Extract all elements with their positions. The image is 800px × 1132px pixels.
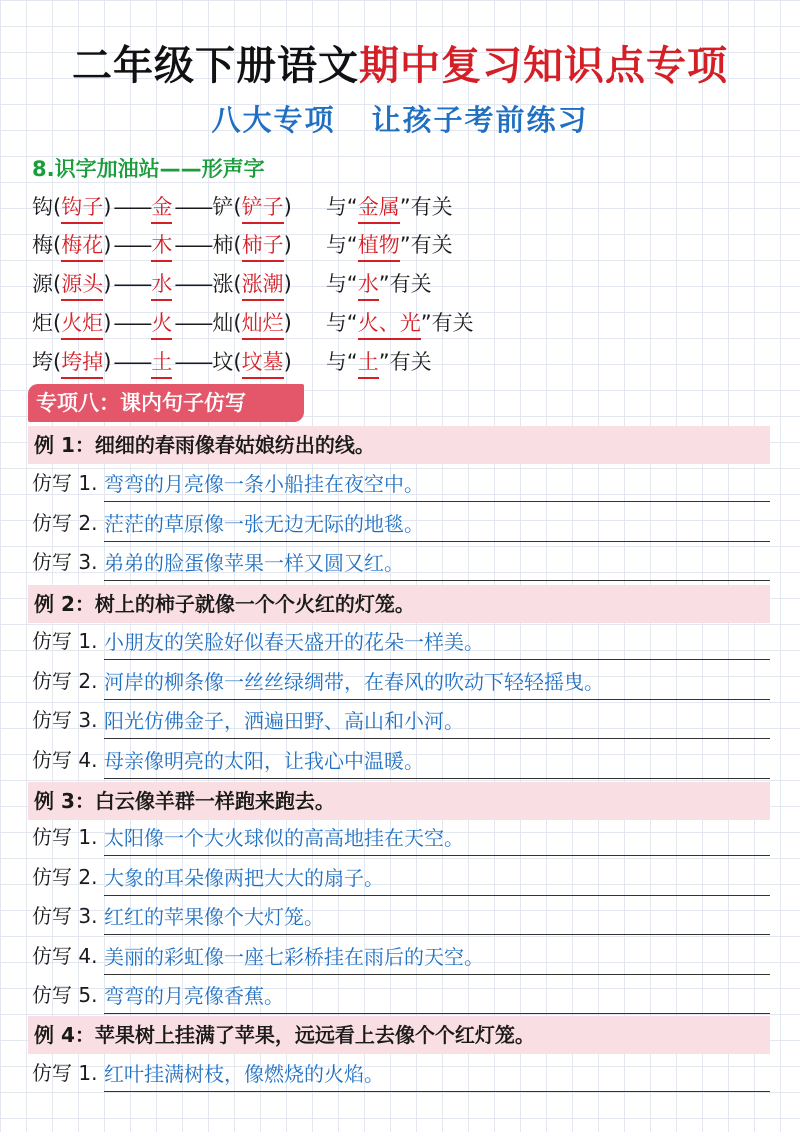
line-text: 红红的苹果像个大灯笼。 [104,900,770,935]
example-heading: 例 2：树上的柿子就像一个个火红的灯笼。 [28,585,770,623]
imitation-line [32,978,770,1014]
category: 土 [358,346,379,379]
imitation-line [32,899,770,935]
example-heading: 例 1：细细的春雨像春姑娘纺出的线。 [28,426,770,464]
relation-prefix: 与“ [325,233,358,257]
radical: 木 [151,229,172,262]
imitation-line [32,820,770,856]
relation-prefix: 与“ [325,195,358,219]
relation-suffix: ”有关 [378,350,432,374]
example-heading: 例 4：苹果树上挂满了苹果，远远看上去像个个红灯笼。 [28,1016,770,1054]
word-family-row: 源(源头)——水——涨(涨潮) 与“水”有关 [32,268,432,300]
relation-prefix: 与“ [325,350,358,374]
char: 垮 [32,350,53,374]
imitation-line [32,545,770,581]
char: 坟 [212,350,234,374]
line-text: 小朋友的笑脸好似春天盛开的花朵一样美。 [104,625,770,660]
char: 铲 [212,195,234,219]
imitation-line [32,939,770,975]
line-text: 美丽的彩虹像一座七彩桥挂在雨后的天空。 [104,940,770,975]
category: 水 [358,268,379,301]
line-label: 仿写 2. [32,669,98,693]
word-family-row: 钩(钩子)——金——铲(铲子) 与“金属”有关 [32,191,453,223]
line-text: 阳光仿佛金子，洒遍田野、高山和小河。 [104,704,770,739]
line-text: 母亲像明亮的太阳，让我心中温暖。 [104,744,770,779]
char: 源 [32,272,53,296]
imitation-line [32,466,770,502]
page-title [0,34,800,91]
title-red: 期中复习知识点专项 [359,43,728,89]
line-label: 仿写 2. [32,865,98,889]
line-label: 仿写 3. [32,904,98,928]
word: 柿子 [242,229,284,262]
relation-suffix: ”有关 [420,311,474,335]
word-family-row: 梅(梅花)——木——柿(柿子) 与“植物”有关 [32,229,453,261]
radical: 土 [151,346,172,379]
imitation-line [32,860,770,896]
line-text: 弯弯的月亮像一条小船挂在夜空中。 [104,467,770,502]
line-label: 仿写 3. [32,708,98,732]
line-text: 大象的耳朵像两把大大的扇子。 [104,861,770,896]
line-label: 仿写 1. [32,1061,98,1085]
word: 坟墓 [242,346,284,379]
word: 铲子 [242,191,284,224]
radical: 金 [151,191,172,224]
imitation-line [32,1056,770,1092]
imitation-line [32,743,770,779]
char: 炬 [32,311,53,335]
word: 涨潮 [242,268,284,301]
imitation-line [32,624,770,660]
word-family-row: 垮(垮掉)——土——坟(坟墓) 与“土”有关 [32,346,432,378]
line-label: 仿写 3. [32,550,98,574]
char: 涨 [212,272,234,296]
char: 灿 [212,311,234,335]
relation-suffix: ”有关 [399,233,453,257]
line-text: 弟弟的脸蛋像苹果一样又圆又红。 [104,546,770,581]
imitation-line [32,664,770,700]
section-badge: 专项八：课内句子仿写 [28,384,304,422]
radical: 火 [151,307,172,340]
line-label: 仿写 1. [32,629,98,653]
line-label: 仿写 1. [32,471,98,495]
relation-prefix: 与“ [325,311,358,335]
relation-suffix: ”有关 [378,272,432,296]
subtitle-right: 让孩子考前练习 [371,103,589,137]
word: 火炬 [61,307,103,340]
word-family-row: 炬(火炬)——火——灿(灿烂) 与“火、光”有关 [32,307,474,339]
char: 柿 [212,233,234,257]
example-heading: 例 3：白云像羊群一样跑来跑去。 [28,782,770,820]
relation-prefix: 与“ [325,272,358,296]
radical: 水 [151,268,172,301]
word: 钩子 [61,191,103,224]
line-label: 仿写 4. [32,944,98,968]
subtitle-left: 八大专项 [211,103,336,137]
category: 金属 [358,191,400,224]
page-subtitle [0,98,800,139]
word: 灿烂 [242,307,284,340]
line-text: 太阳像一个大火球似的高高地挂在天空。 [104,821,770,856]
line-label: 仿写 4. [32,748,98,772]
line-label: 仿写 1. [32,825,98,849]
line-text: 红叶挂满树枝，像燃烧的火焰。 [104,1057,770,1092]
section8-heading: 8.识字加油站——形声字 [32,157,265,181]
char: 梅 [32,233,53,257]
word: 梅花 [61,229,103,262]
title-black: 二年级下册语文 [72,43,359,89]
word: 垮掉 [61,346,103,379]
line-label: 仿写 2. [32,511,98,535]
category: 火、光 [358,307,421,340]
word: 源头 [61,268,103,301]
relation-suffix: ”有关 [399,195,453,219]
line-text: 茫茫的草原像一张无边无际的地毯。 [104,507,770,542]
line-text: 河岸的柳条像一丝丝绿绸带，在春风的吹动下轻轻摇曳。 [104,665,770,700]
category: 植物 [358,229,400,262]
line-text: 弯弯的月亮像香蕉。 [104,979,770,1014]
char: 钩 [32,195,53,219]
imitation-line [32,506,770,542]
imitation-line [32,703,770,739]
line-label: 仿写 5. [32,983,98,1007]
